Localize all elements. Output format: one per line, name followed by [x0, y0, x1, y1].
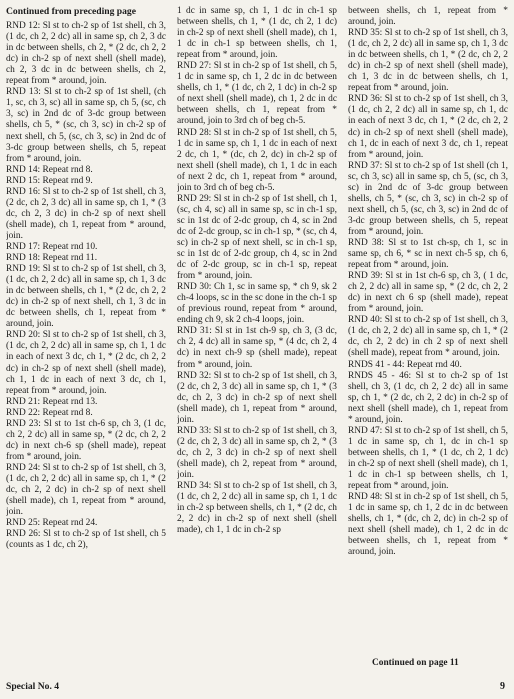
continued-on-label: Continued on page 11: [372, 658, 459, 668]
instruction-paragraph: RND 15: Repeat rnd 9.: [6, 175, 93, 186]
instruction-paragraph: RNDS 45 - 46: Sl st to ch-2 sp of 1st shell, ch 3, (1 dc, ch 2, 2 dc) all in same sp, ch 1, * (2 dc, ch 2, 2 dc) in ch-2 sp of next shell (shell made), ch 1, repeat from * around, join.: [348, 370, 508, 425]
instruction-paragraph: RND 13: Sl st to ch-2 sp of 1st shell, (ch 1, sc, ch 3, sc) all in same sp, ch 5, (sc, ch 3, sc) in 2nd dc of 3-dc group between shells, ch 5, * (sc, ch 3, sc) in ch-2 sp of next shell, ch 5, (sc, ch 3, sc) in 2nd dc of 3-dc group between shells, ch 5, repeat from * around, join.: [6, 87, 166, 164]
instruction-paragraph: RND 22: Repeat rnd 8.: [6, 407, 93, 418]
instruction-paragraph: RND 47: Sl st to ch-2 sp of 1st shell, ch 5, 1 dc in same sp, ch 1, dc in ch-1 sp between shells, ch 1, * (1 dc, ch 2, 1 dc) in ch-2 sp of next shell (shell made), ch 1, 1 dc in ch-1 sp between shells, ch 1, repeat from * around, join.: [348, 425, 508, 492]
instruction-paragraph: RND 14: Repeat rnd 8.: [6, 164, 93, 175]
instruction-paragraph: between shells, ch 1, repeat from * around, join.: [348, 6, 508, 28]
instruction-paragraph: RND 38: Sl st to 1st ch-sp, ch 1, sc in same sp, ch 6, * sc in next ch-5 sp, ch 6, repeat from * around, join.: [348, 237, 508, 271]
instruction-paragraph: RND 35: Sl st to ch-2 sp of 1st shell, ch 3, (1 dc, ch 2, 2 dc) all in same sp, ch 1, 3 dc in dc between shells, ch 1, * (2 dc, ch 2, 2 dc) in ch-2 sp of next shell (shell made), ch 1, 3 dc in dc between shells, ch 1, repeat from * around, join.: [348, 28, 508, 94]
page-number: [412, 681, 505, 692]
instruction-paragraph: RND 36: Sl st to ch-2 sp of 1st shell, ch 3, (1 dc, ch 2, 2 dc) all in same sp, ch 1, dc in each of next 3 dc, ch 1, * (2 dc, ch 2, 2 dc) in ch-2 sp of next shell (shell made), ch 1, dc in each of next 3 dc, ch 1, repeat from * around, join.: [348, 94, 508, 160]
page-number-text: 9: [500, 681, 505, 692]
instruction-paragraph: RND 48: Sl st in ch-2 sp of 1st shell, ch 5, 1 dc in same sp, ch 1, 2 dc in dc between shells, ch 1, * (dc, ch 2, dc) in ch-2 sp of next shell (shell made), ch 1, 2 dc in dc between shells, ch 1, repeat from * around, join.: [348, 492, 508, 558]
instruction-paragraph: RND 31: Sl st in 1st ch-9 sp, ch 3, (3 dc, ch 2, 4 dc) all in same sp, * (4 dc, ch 2, 4 dc) in next ch-9 sp (shell made), repeat from * around, join.: [177, 326, 337, 370]
instruction-paragraph: RND 25: Repeat rnd 24.: [6, 518, 98, 529]
instruction-paragraph: RND 18: Repeat rnd 11.: [6, 253, 98, 264]
instruction-paragraph: RND 33: Sl st to ch-2 sp of 1st shell, ch 3, (2 dc, ch 2, 3 dc) all in same sp, ch 2, * (3 dc, ch 2, 3 dc) in ch-2 sp of next shell (shell made), ch 2, repeat from * around, join.: [177, 425, 337, 480]
instruction-paragraph: RND 30: Ch 1, sc in same sp, * ch 9, sk 2 ch-4 loops, sc in the sc done in the ch-1 sp of previous round, repeat from * around, ending ch 9, sk 2 ch-4 loops, join.: [177, 282, 337, 326]
text-column-1: [6, 6, 166, 674]
instruction-paragraph: RND 24: Sl st to ch-2 sp of 1st shell, ch 3, (1 dc, ch 2, 2 dc) all in same sp, ch 1, * (2 dc, ch 2, 2 dc) in ch-2 sp of next shell (shell made), ch 1, repeat from * around, join.: [6, 462, 166, 518]
instruction-paragraph: RND 37: Sl st to ch-2 sp of 1st shell (ch 1, sc, ch 3, sc) all in same sp, ch 5, (sc, ch 3, sc) in 2nd dc of 3-dc group between shells, ch 5, * (sc, ch 3, sc) in ch-2 sp of next shell, ch 5, (sc, ch 3, sc) in 2nd dc of 3-dc group between shells, ch 5, repeat from * around, join.: [348, 160, 508, 237]
instruction-paragraph: RND 21: Repeat rnd 13.: [6, 396, 98, 407]
instruction-paragraph: RND 16: Sl st to ch-2 sp of 1st shell, ch 3, (2 dc, ch 2, 3 dc) all in same sp, ch 1, * (3 dc, ch 2, 3 dc) in ch-2 sp of next shell (shell made), ch 1, repeat from * around, join.: [6, 186, 166, 241]
text-column-3: [348, 6, 508, 656]
instruction-paragraph: RND 23: Sl st to 1st ch-6 sp, ch 3, (1 dc, ch 2, 2 dc) all in same sp, * (2 dc, ch 2, 2 dc) in next ch-6 sp (shell made), repeat from * around, join.: [6, 418, 166, 462]
instruction-paragraph: RND 26: Sl st to ch-2 sp of 1st shell, ch 5 (counts as 1 dc, ch 2),: [6, 529, 166, 551]
instruction-paragraph: RND 39: Sl st in 1st ch-6 sp, ch 3, ( 1 dc, ch 2, 2 dc) all in same sp, * (2 dc, ch 2, 2 dc) in next ch 6 sp (shell made), repeat from * around, join.: [348, 271, 508, 315]
instruction-paragraph: 1 dc in same sp, ch 1, 1 dc in ch-1 sp between shells, ch 1, * (1 dc, ch 2, 1 dc) in ch-2 sp of next shell (shell made), ch 1, 1 dc in ch-1 sp between shells, ch 1, repeat from * around, join.: [177, 6, 337, 61]
instruction-paragraph: RND 29: Sl st in ch-2 sp of 1st shell, ch 1, (sc, ch 4, sc) all in same sp, sc in ch-1 sp, sc in 1st dc of 2-dc group, ch 4, sc in 2nd dc of 2-dc group, sc in ch-1 sp, * (sc, ch 4, sc) in ch-2 sp of next shell, sc in ch-1 sp, sc in 1st dc of 2-dc group, ch 4, sc in 2nd dc of 2-dc group, sc in ch-1 sp, repeat from * around, join.: [177, 193, 337, 282]
instruction-paragraph: RND 27: Sl st in ch-2 sp of 1st shell, ch 5, 1 dc in same sp, ch 1, 2 dc in dc between shells, ch 1, * (1 dc, ch 2, 1 dc) in ch-2 sp of next shell (shell made), ch 1, 2 dc in dc between shells, ch 1, repeat from * around, join to 3rd ch of beg ch-5.: [177, 61, 337, 127]
instruction-paragraph: RNDS 41 - 44: Repeat rnd 40.: [348, 359, 462, 370]
instruction-paragraph: RND 17: Repeat rnd 10.: [6, 241, 98, 252]
instruction-paragraph: RND 40: Sl st to ch-2 sp of 1st shell, ch 3, (1 dc, ch 2, 2 dc) all in same sp, ch 1, * (2 dc, ch 2, 2 dc) in ch 2 sp of next shell (shell made), repeat from * around, join.: [348, 315, 508, 359]
instruction-paragraph: RND 28: Sl st in ch-2 sp of 1st shell, ch 5, 1 dc in same sp, ch 1, 1 dc in each of next 2 dc, ch 1, * (dc, ch 2, dc) in ch-2 sp of next shell (shell made), ch 1, 1 dc in each of next 2 dc, ch 1, repeat from * around, join to 3rd ch of beg ch-5.: [177, 127, 337, 193]
instruction-paragraph: RND 20: Sl st to ch-2 sp of 1st shell, ch 3, (1 dc, ch 2, 2 dc) all in same sp, ch 1, 1 dc in each of next 3 dc, ch 1, * (2 dc, ch 2, 2 dc) in ch-2 sp of next shell (shell made), ch 1, 1 dc in each of next 3 dc, ch 1, repeat from * around, join.: [6, 330, 166, 396]
instruction-paragraph: RND 12: Sl st to ch-2 sp of 1st shell, ch 3, (1 dc, ch 2, 2 dc) all in same sp, ch 2, 3 dc in dc between shells, ch 2, * (2 dc, ch 2, 2 dc) in ch-2 sp of next shell (shell made), ch 2, 3 dc in dc between shells, ch 2, repeat from * around, join.: [6, 21, 166, 87]
instruction-paragraph: RND 19: Sl st to ch-2 sp of 1st shell, ch 3, (1 dc, ch 2, 2 dc) all in same sp, ch 1, 3 dc in dc between shells, ch 1, * (2 dc, ch 2, 2 dc) in ch-2 sp of next shell, ch 1, 3 dc in dc between shells, ch 1, repeat from * around, join.: [6, 264, 166, 330]
text-column-2: [177, 6, 337, 674]
instruction-paragraph: RND 32: Sl st to ch-2 sp of 1st shell, ch 3, (2 dc, ch 2, 3 dc) all in same sp, ch 1, * (3 dc, ch 2, 3 dc) in ch-2 sp of next shell (shell made), ch 1, repeat from * around, join.: [177, 370, 337, 425]
instruction-paragraph: RND 34: Sl st to ch-2 sp of 1st shell, ch 3, (1 dc, ch 2, 2 dc) all in same sp, ch 1, 1 dc in ch-2 sp between shells, ch 1, * (2 dc, ch 2, 2 dc) in ch-2 sp of next shell (shell made), ch 1, 1 dc in ch-2 sp: [177, 481, 337, 536]
issue-label: Special No. 4: [6, 681, 60, 692]
continued-from-label: Continued from preceding page: [6, 6, 136, 17]
